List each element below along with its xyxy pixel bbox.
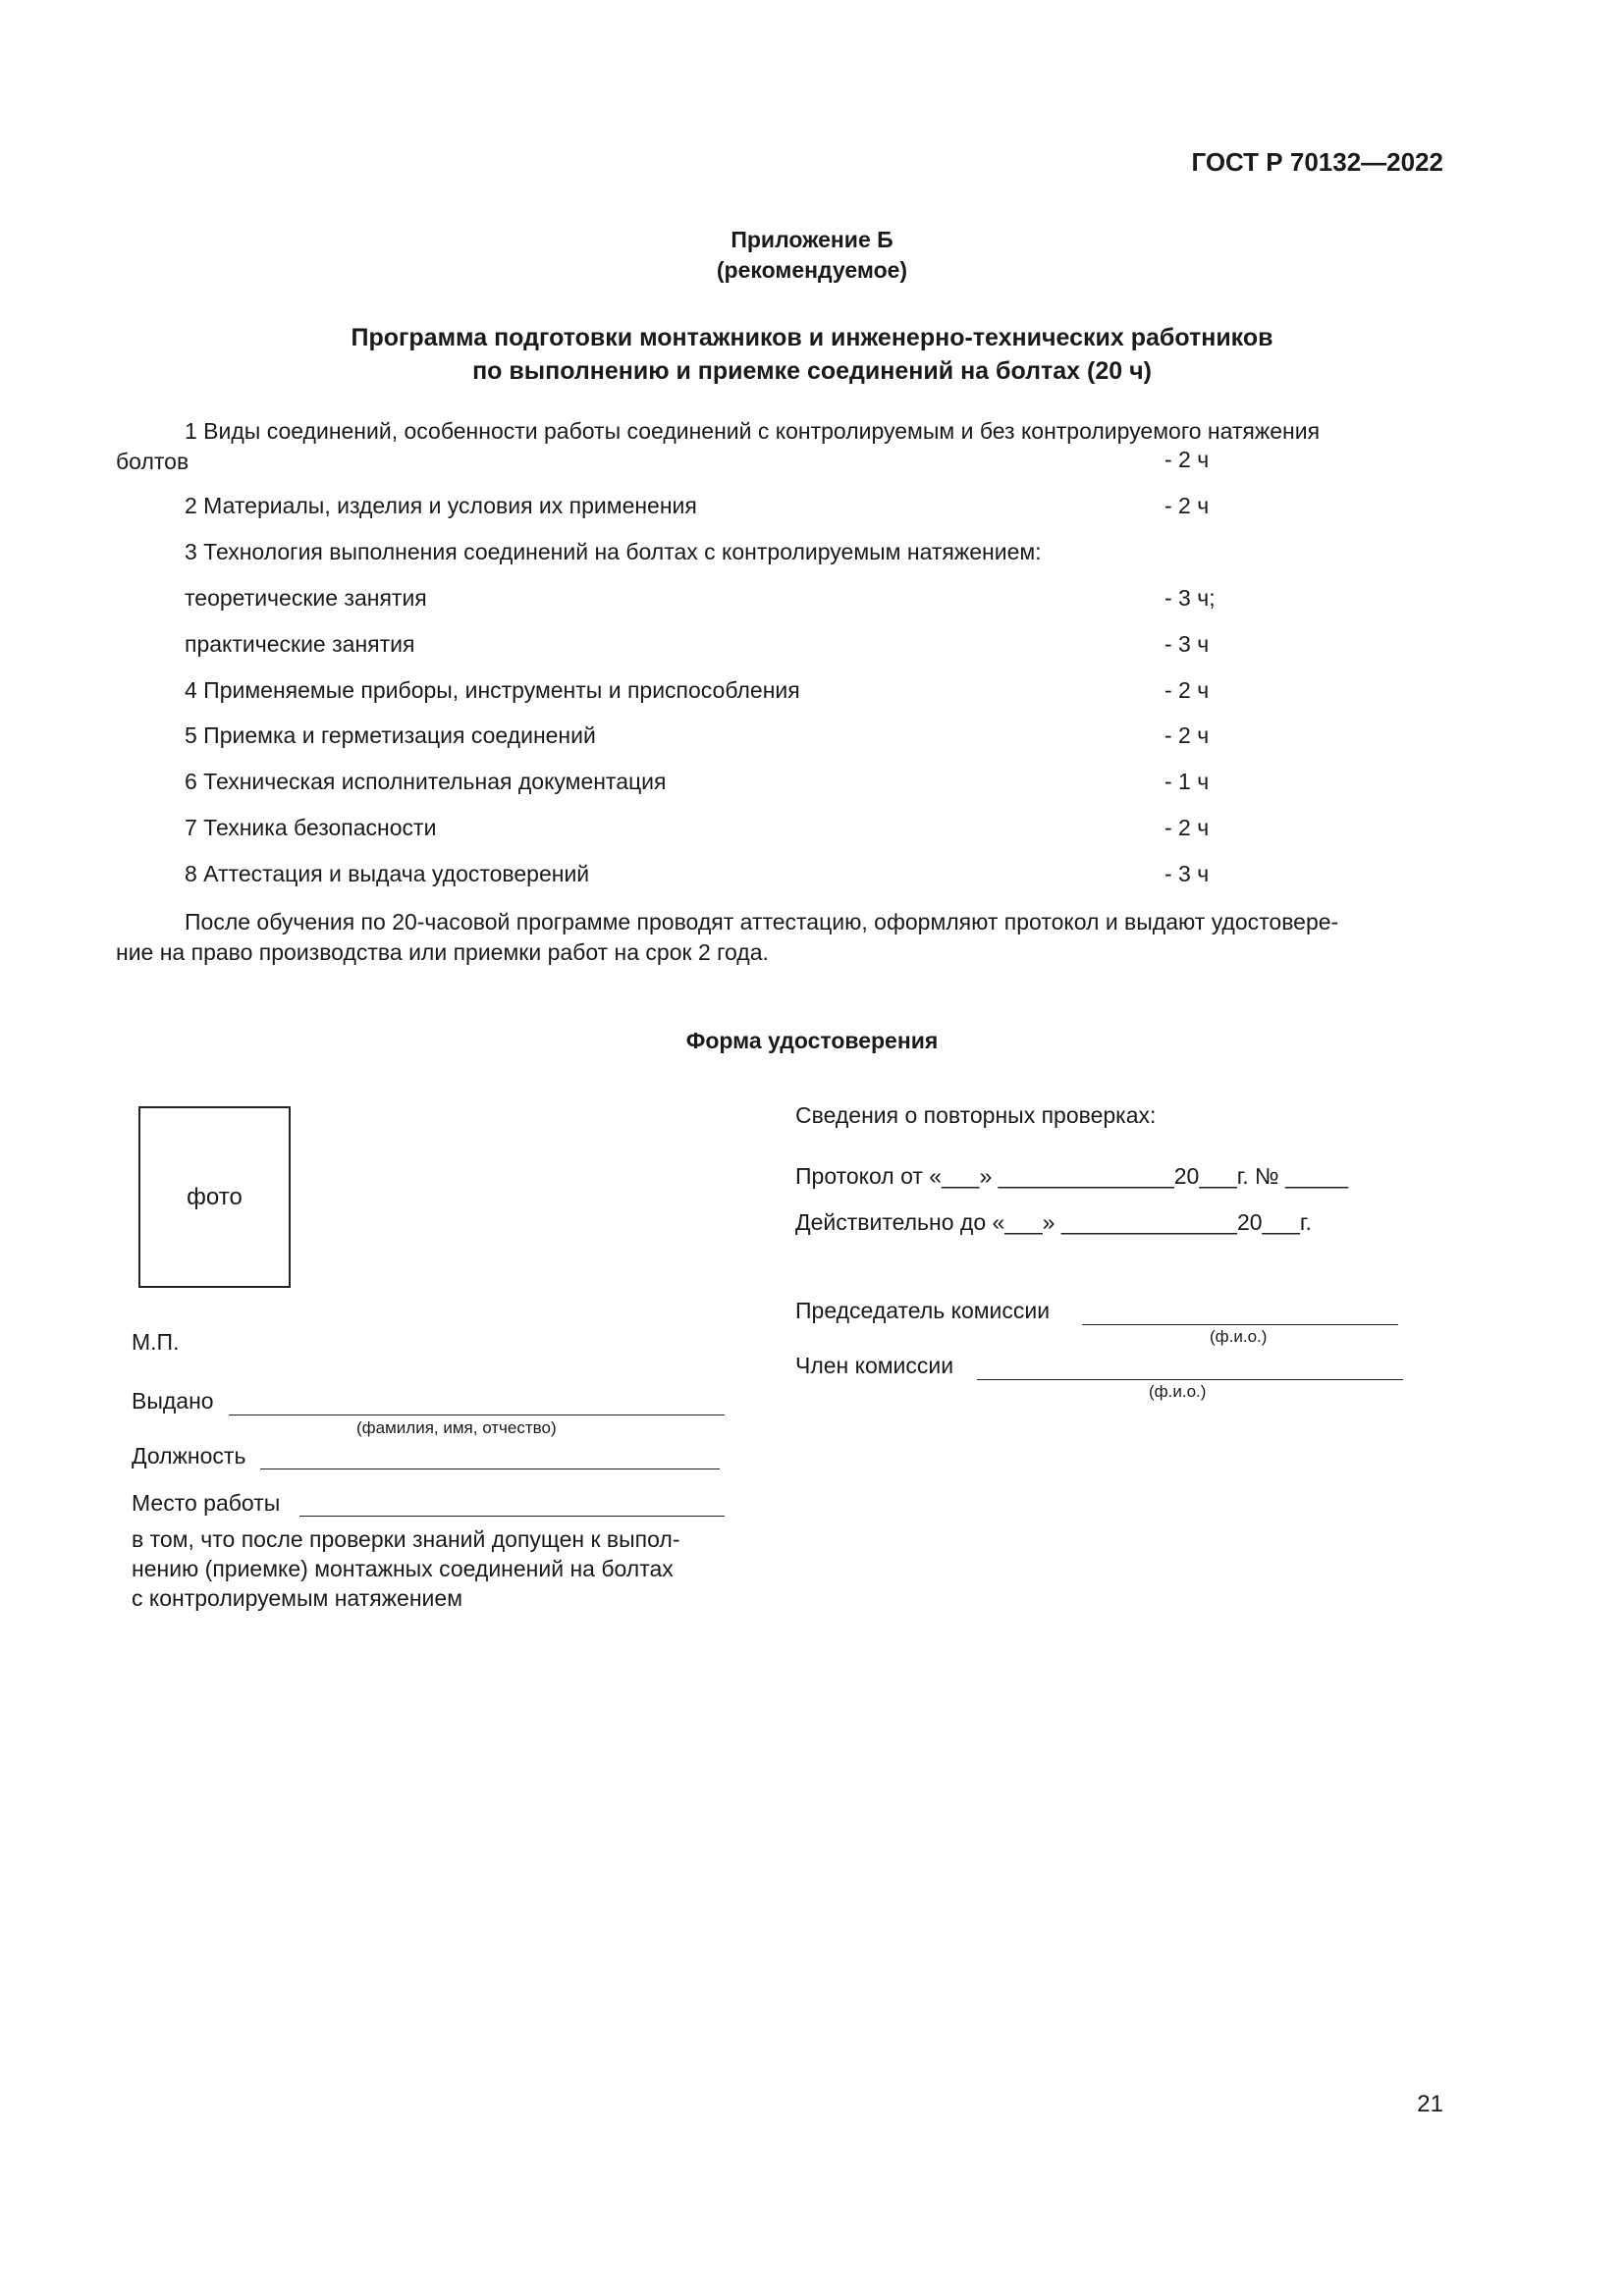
appendix-title: Приложение Б xyxy=(731,227,893,252)
member-label: Член комиссии xyxy=(795,1353,954,1378)
admission-text xyxy=(132,1524,680,1613)
conclusion-line1: После обучения по 20-часовой программе проводят аттестацию, оформляют протокол и выдают удостовере- xyxy=(185,909,1339,934)
conclusion-line2: ние на право производства или приемки работ на срок 2 года. xyxy=(116,939,769,965)
program-item-2-hours: - 2 ч xyxy=(1164,493,1210,518)
document-code: ГОСТ Р 70132—2022 xyxy=(1191,147,1443,177)
program-item-1-hours: - 2 ч xyxy=(1164,447,1210,472)
issued-label: Выдано xyxy=(132,1388,214,1414)
program-item-8: 8 Аттестация и выдача удостоверений xyxy=(185,861,590,886)
program-item-6-hours: - 1 ч xyxy=(1164,769,1210,794)
position-label: Должность xyxy=(132,1443,246,1468)
chairman-caption: (ф.и.о.) xyxy=(1210,1327,1268,1346)
program-item-1-line2: болтов xyxy=(116,449,189,474)
program-item-8-hours: - 3 ч xyxy=(1164,861,1210,886)
program-item-1-line1: 1 Виды соединений, особенности работы соединений с контролируемым и без контролируемого натяжения xyxy=(185,418,1321,444)
rechecks-label: Сведения о повторных проверках: xyxy=(795,1102,1157,1128)
program-item-3-practice: практические занятия xyxy=(185,631,415,657)
program-item-3-practice-hours: - 3 ч xyxy=(1164,631,1210,657)
program-item-3-theory: теоретические занятия xyxy=(185,585,427,611)
program-item-4-hours: - 2 ч xyxy=(1164,677,1210,703)
photo-label: фото xyxy=(187,1183,243,1210)
protocol-field[interactable]: Протокол от «___» ______________20___г. № _____ xyxy=(795,1163,1349,1189)
workplace-label: Место работы xyxy=(132,1490,281,1516)
valid-until-field[interactable]: Действительно до «___» ______________20___г. xyxy=(795,1209,1312,1235)
form-title: Форма удостоверения xyxy=(685,1028,939,1053)
program-item-7-hours: - 2 ч xyxy=(1164,815,1210,840)
admission-line3: с контролируемым натяжением xyxy=(132,1585,463,1611)
stamp-label: М.П. xyxy=(132,1329,180,1355)
position-line[interactable] xyxy=(260,1468,720,1469)
issued-caption: (фамилия, имя, отчество) xyxy=(356,1418,557,1437)
admission-line2: нению (приемке) монтажных соединений на болтах xyxy=(132,1556,674,1581)
program-item-2: 2 Материалы, изделия и условия их применения xyxy=(185,493,697,518)
photo-placeholder xyxy=(138,1106,291,1288)
program-item-7: 7 Техника безопасности xyxy=(185,815,437,840)
chairman-line[interactable] xyxy=(1082,1324,1398,1325)
member-line[interactable] xyxy=(977,1379,1403,1380)
chairman-label: Председатель комиссии xyxy=(795,1298,1051,1323)
page-number: 21 xyxy=(1417,2091,1443,2117)
admission-line1: в том, что после проверки знаний допущен к выпол- xyxy=(132,1526,680,1552)
program-title-line2: по выполнению и приемке соединений на болтах (20 ч) xyxy=(472,357,1152,385)
program-item-5: 5 Приемка и герметизация соединений xyxy=(185,722,596,748)
program-item-5-hours: - 2 ч xyxy=(1164,722,1210,748)
program-item-4: 4 Применяемые приборы, инструменты и приспособления xyxy=(185,677,800,703)
appendix-subtitle: (рекомендуемое) xyxy=(716,257,908,283)
program-item-6: 6 Техническая исполнительная документация xyxy=(185,769,667,794)
program-item-3-theory-hours: - 3 ч; xyxy=(1164,585,1216,611)
workplace-line[interactable] xyxy=(299,1516,725,1517)
program-title-line1: Программа подготовки монтажников и инженерно-технических работников xyxy=(351,324,1273,351)
program-title xyxy=(0,321,1624,388)
member-caption: (ф.и.о.) xyxy=(1149,1382,1207,1401)
program-item-3: 3 Технология выполнения соединений на болтах с контролируемым натяжением: xyxy=(185,539,1042,564)
